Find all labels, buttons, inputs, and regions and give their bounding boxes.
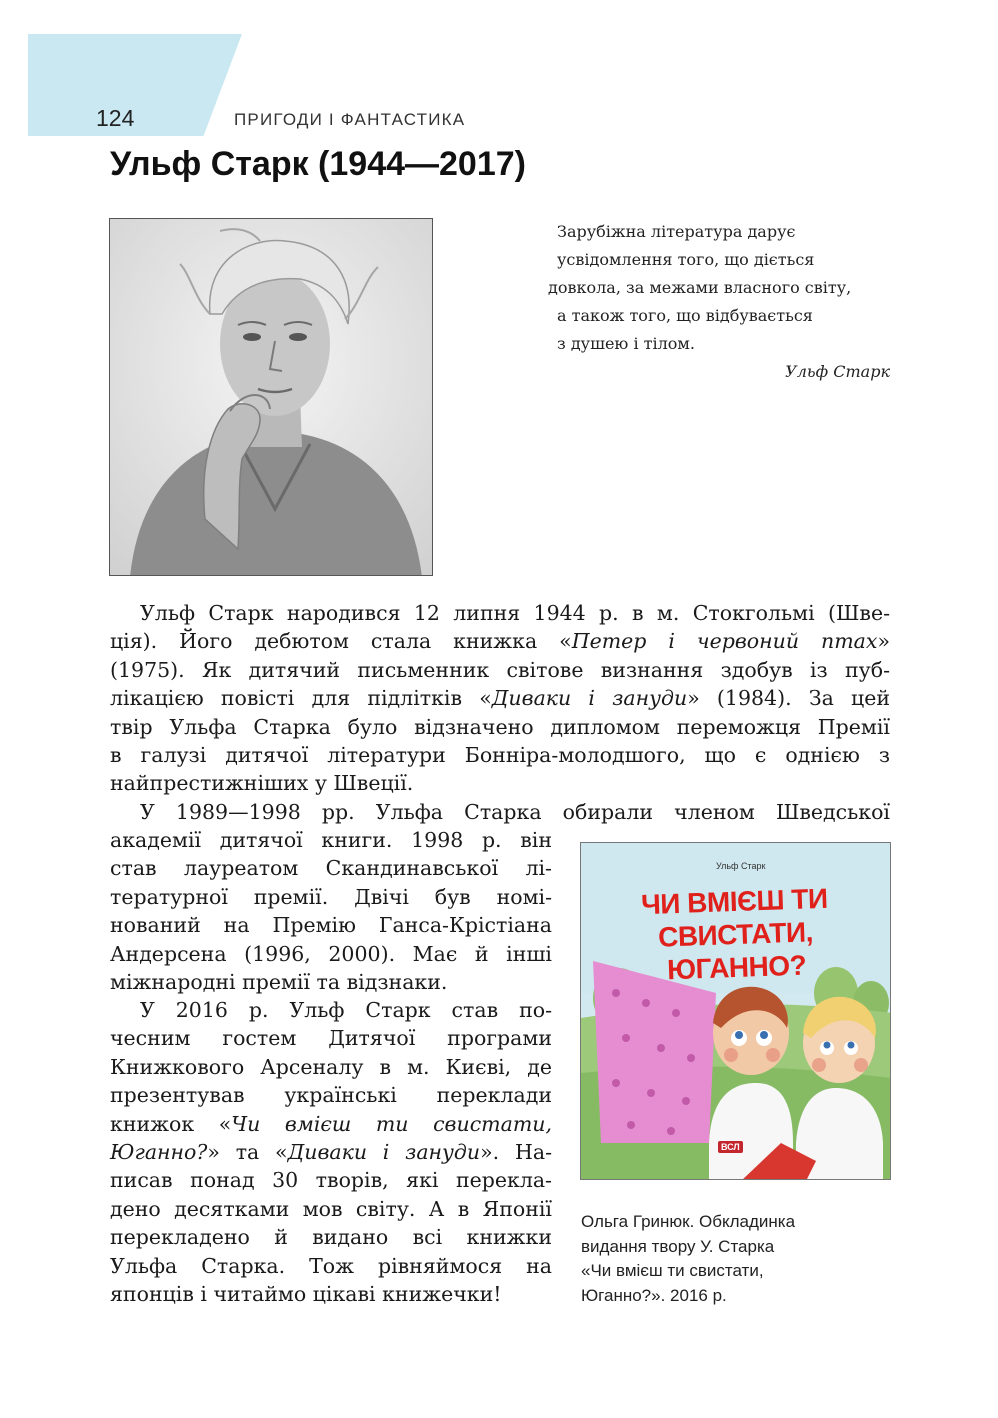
text-line: нований на Премію Ганса-Крістіана — [110, 913, 552, 938]
book-title-italic: Диваки і зануди — [491, 686, 688, 711]
paragraph-academy-first-line — [110, 798, 890, 826]
text-line: дено десятками мов світу. А в Японії — [110, 1196, 552, 1221]
epigraph-line: довкола, за межами власного світу, — [548, 278, 852, 297]
epigraph-attribution: Ульф Старк — [785, 362, 890, 381]
book-title-italic: Чи вмієш ти свистати, — [231, 1111, 552, 1136]
book-title-italic: Петер і червоний птах — [571, 629, 878, 654]
text-line: писав понад 30 творів, які перекла- — [110, 1168, 552, 1193]
text-line: твір Ульфа Старка було відзначено дипломом переможця Премії — [110, 714, 890, 739]
caption-line: Ольга Гринюк. Обкладинка — [581, 1212, 796, 1231]
author-portrait-photo — [109, 218, 433, 576]
caption-line: видання твору У. Старка — [581, 1236, 775, 1256]
cover-title-line: ЮГАННО? — [666, 949, 807, 986]
text-line: в галузі дитячої літератури Бонніра-молодшого, що є однією з — [110, 743, 890, 768]
book-title-italic: Диваки і зануди — [287, 1140, 481, 1165]
cover-title-line: ЧИ ВМІЄШ ТИ СВИСТАТИ, — [640, 882, 829, 953]
epigraph-line: з душею і тілом. — [557, 334, 695, 353]
text-line: Ульф Старк народився 12 липня 1944 р. в м. Стокгольмі (Шве- — [140, 601, 890, 625]
paragraph-academy — [110, 826, 552, 996]
epigraph-line: а також того, що відбувається — [557, 306, 813, 325]
page-number: 124 — [96, 105, 135, 131]
caption-line: «Чи вмієш ти свистати, — [581, 1261, 764, 1280]
paragraph-biography — [110, 599, 890, 798]
book-cover-image — [580, 842, 891, 1180]
text-line: книжок «Чи вмієш ти свистати, — [110, 1111, 552, 1136]
text-line: Юганно?» та «Диваки і зануди». На- — [110, 1140, 552, 1165]
text-line: чесним гостем Дитячої програми — [110, 1026, 552, 1051]
epigraph-line: Зарубіжна література дарує — [557, 222, 796, 241]
cover-caption — [581, 1210, 901, 1308]
text-line: міжнародні премії та відзнаки. — [110, 970, 448, 995]
text-line: лікацією повісті для підлітків «Диваки і зануди» (1984). За цей — [110, 686, 890, 711]
text-line: перекладено й видано всі книжки — [110, 1225, 552, 1250]
text-line: Книжкового Арсеналу в м. Києві, де — [110, 1054, 552, 1079]
text-line: презентував українські переклади — [110, 1083, 552, 1108]
section-title: ПРИГОДИ І ФАНТАСТИКА — [234, 110, 466, 129]
epigraph-line: усвідомлення того, що діється — [557, 250, 815, 269]
cover-author: Ульф Старк — [716, 861, 766, 871]
text-line: У 2016 р. Ульф Старк став по- — [140, 998, 552, 1022]
epigraph — [548, 218, 898, 386]
text-line: ція). Його дебютом стала книжка «Петер і червоний птах» — [110, 629, 890, 654]
text-line: тературної премії. Двічі був номі- — [110, 884, 552, 909]
cover-title — [580, 880, 891, 990]
text-line: (1975). Як дитячий письменник світове визнання здобув із пуб- — [110, 657, 890, 682]
book-title-italic: Юганно? — [110, 1140, 208, 1165]
publisher-logo: ВСЛ — [718, 1141, 743, 1153]
header-accent-band — [28, 34, 242, 136]
text-line: японців і читаймо цікаві книжечки! — [110, 1282, 502, 1307]
text-line: став лауреатом Скандинавської лі- — [110, 856, 552, 881]
text-line: Андерсена (1996, 2000). Має й інші — [110, 941, 552, 966]
caption-line: Юганно?». 2016 р. — [581, 1285, 727, 1305]
text-line: найпрестижніших у Швеції. — [110, 771, 414, 796]
text-line: Ульфа Старка. Тож рівняймося на — [110, 1253, 552, 1278]
text-line: У 1989—1998 рр. Ульфа Старка обирали членом Шведської — [140, 800, 890, 824]
author-heading: Ульф Старк (1944—2017) — [110, 145, 526, 183]
text-line: академії дитячої книги. 1998 р. він — [110, 828, 552, 852]
paragraph-kyiv-visit — [110, 996, 552, 1308]
